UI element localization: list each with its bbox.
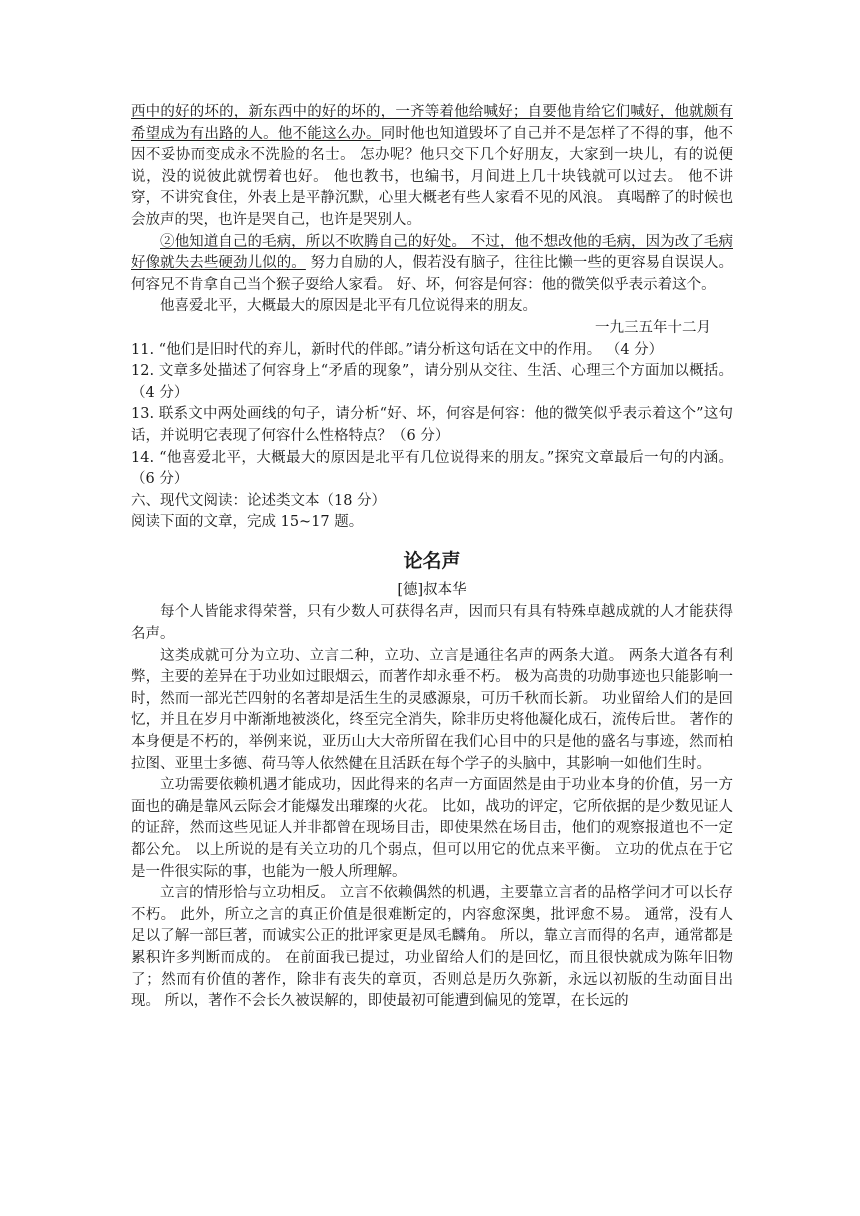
essay-paragraph-4: 立言的情形恰与立功相反。 立言不依赖偶然的机遇，主要靠立言者的品格学问才可以长存不朽。 此外，所立之言的真正价值是很难断定的，内容愈深奥，批评愈不易。 通常，没有人足以了解一部巨著，而诚实公正的批评家更是凤毛麟角。 所以，靠立言而得的名声，通常都是累积许多判断而成的。 在前面我已提过，功业留给人们的是回忆，而且很快就成为陈年旧物了；然而有价值的著作，除非有丧失的章页，否则总是历久弥新，永远以初版的生动面目出现。 所以，著作不会长久被误解的，即使最初可能遭到偏见的笼罩，在长远的 [131,885,733,1010]
essay-paragraph-3: 立功需要依赖机遇才能成功，因此得来的名声一方面固然是由于功业本身的价值，另一方面也的确是靠风云际会才能爆发出璀璨的火花。 比如，战功的评定，它所依据的是少数见证人的证辞，然而这些见证人并非都曾在现场目击，即使果然在场目击，他们的观察报道也不一定都公允。 以上所说的是有关立功的几个弱点，但可以用它的优点来平衡。 立功的优点在于它是一件很实际的事，也能为一般人所理解。 [131,777,733,880]
continuation-paragraph-3: 他喜爱北平，大概最大的原因是北平有几位说得来的朋友。 [160,298,537,315]
underlined-sentence-1: 西中的好的坏的，新东西中的好的坏的，一齐等着他给喊好；自要他肯给它们喊好，他就颇有希望成为有出路的人。他不能这么办。 [131,104,733,142]
document-page [131,102,733,1013]
underlined-sentence-2: ②他知道自己的毛病，所以不吹腾自己的好处。 不过，他不想改他的毛病，因为改了毛病好像就失去些硬劲儿似的。 [131,233,733,272]
essay-paragraph-2: 这类成就可分为立功、立言二种，立功、立言是通往名声的两条大道。 两条大道各有利弊，主要的差异在于功业如过眼烟云，而著作却永垂不朽。 极为高贵的功勋事迹也只能影响一时，然而一部光芒四射的名著却是活生生的灵感源泉，可历千秋而长新。 功业留给人们的是回忆，并且在岁月中渐渐地被淡化，终至完全消失，除非历史将他凝化成石，流传后世。 著作的本身便是不朽的，举例来说，亚历山大大帝所留在我们心目中的只是他的盛名与事迹，然而柏拉图、亚里士多德、荷马等人依然健在且活跃在每个学子的头脑中，其影响一如他们生时。 [131,647,733,772]
question-14: 14. “他喜爱北平，大概最大的原因是北平有几位说得来的朋友。”探究文章最后一句的内涵。（6 分） [131,449,733,488]
question-11: 11. “他们是旧时代的弃儿，新时代的伴郎。”请分析这句话在文中的作用。 （4 分） [131,341,664,358]
continuation-paragraph-2 [131,232,733,297]
question-12: 12. 文章多处描述了何容身上“矛盾的现象”，请分别从交往、生活、心理三个方面加以概括。（4 分） [131,363,733,401]
section-heading: 六、现代文阅读：论述类文本（18 分） [131,492,387,509]
section-instruction: 阅读下面的文章，完成 15~17 题。 [131,514,364,531]
essay-paragraph-1: 每个人皆能求得荣誉，只有少数人可获得名声，因而只有具有特殊卓越成就的人才能获得名声。 [131,604,733,643]
essay-author: [德]叔本华 [397,581,467,598]
continuation-paragraph-1 [131,102,733,232]
article-date: 一九三五年十二月 [595,319,711,336]
paragraph-text: 同时他也知道毁坏了自己并不是怎样了不得的事，他不因不妥协而变成永不洗脸的名士。 怎办呢？他只交下几个好朋友，大家到一块儿，有的说便说，没的说彼此就愣着也好。 他也教书，也编书，月间进上几十块钱就可以过去。 他不讲穿，不讲究食住，外表上是平静沉默，心里大概老有些人家看不见的风浪。 真喝醉了的时候也会放声的哭，也许是哭自己，也许是哭别人。 [131,125,733,228]
paragraph-text: 努力自励的人，假若没有脑子，往往比懒一些的更容易自误误人。何容兄不肯拿自己当个猴子耍给人家看。 好、坏，何容是何容：他的微笑似乎表示着这个。 [131,255,734,293]
essay-title: 论名声 [403,549,461,572]
question-13: 13. 联系文中两处画线的句子，请分析“好、坏，何容是何容：他的微笑似乎表示着这个”这句话，并说明它表现了何容什么性格特点？（6 分） [131,406,733,444]
